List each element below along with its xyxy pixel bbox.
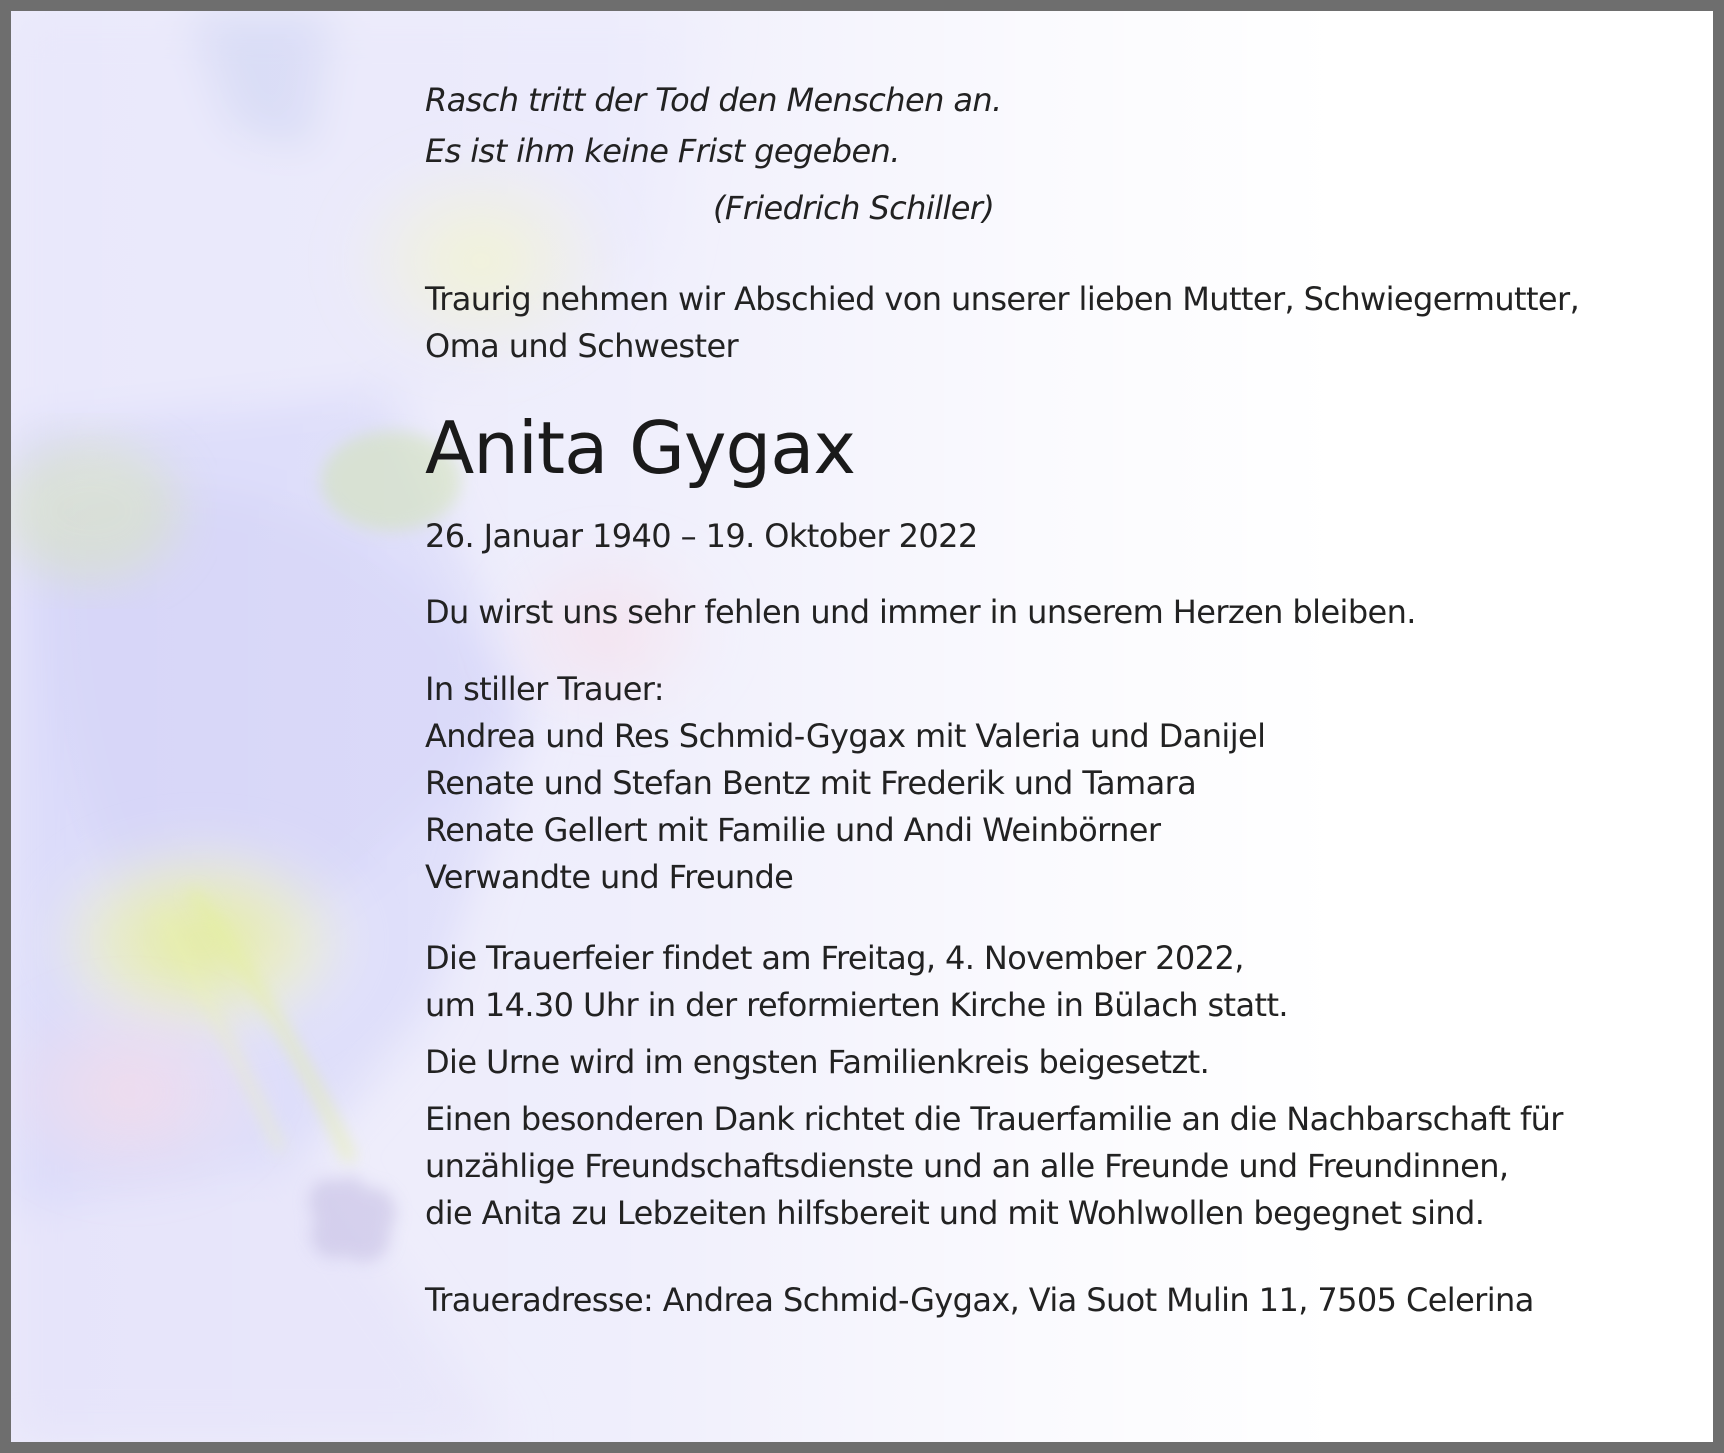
quote-author: (Friedrich Schiller) xyxy=(713,189,995,227)
mourners-heading: In stiller Trauer: xyxy=(425,670,664,708)
mourning-address: Traueradresse: Andrea Schmid-Gygax, Via Suot Mulin 11, 7505 Celerina xyxy=(425,1281,1534,1319)
mourner-name: Andrea und Res Schmid-Gygax mit Valeria und Danijel xyxy=(425,717,1266,755)
ceremony-line: Die Trauerfeier findet am Freitag, 4. November 2022, xyxy=(425,939,1244,977)
thanks-line: unzählige Freundschaftsdienste und an alle Freunde und Freundinnen, xyxy=(425,1147,1509,1185)
urn-info: Die Urne wird im engsten Familienkreis beigesetzt. xyxy=(425,1043,1210,1081)
life-dates: 26. Januar 1940 – 19. Oktober 2022 xyxy=(425,517,978,555)
thanks-line: Einen besonderen Dank richtet die Trauerfamilie an die Nachbarschaft für xyxy=(425,1100,1563,1138)
thanks-text xyxy=(425,1096,1675,1237)
quote-line: Es ist ihm keine Frist gegeben. xyxy=(425,132,900,170)
mourner-name: Renate und Stefan Bentz mit Frederik und Tamara xyxy=(425,764,1197,802)
obituary-page xyxy=(11,11,1713,1442)
farewell-text: Du wirst uns sehr fehlen und immer in unserem Herzen bleiben. xyxy=(425,593,1416,631)
ceremony-line: um 14.30 Uhr in der reformierten Kirche in Bülach statt. xyxy=(425,986,1288,1024)
deceased-name: Anita Gygax xyxy=(425,406,855,490)
mourners-list xyxy=(425,666,1675,901)
obituary-content xyxy=(425,75,1675,1324)
quote-line: Rasch tritt der Tod den Menschen an. xyxy=(425,81,1002,119)
intro-line: Traurig nehmen wir Abschied von unserer lieben Mutter, Schwiegermutter, xyxy=(425,280,1580,318)
mourner-name: Renate Gellert mit Familie und Andi Weinbörner xyxy=(425,811,1161,849)
thanks-line: die Anita zu Lebzeiten hilfsbereit und mit Wohlwollen begegnet sind. xyxy=(425,1194,1485,1232)
intro-line: Oma und Schwester xyxy=(425,327,739,365)
intro-text xyxy=(425,276,1675,370)
mourner-name: Verwandte und Freunde xyxy=(425,858,794,896)
quote-block xyxy=(425,75,1675,234)
ceremony-info xyxy=(425,935,1675,1029)
